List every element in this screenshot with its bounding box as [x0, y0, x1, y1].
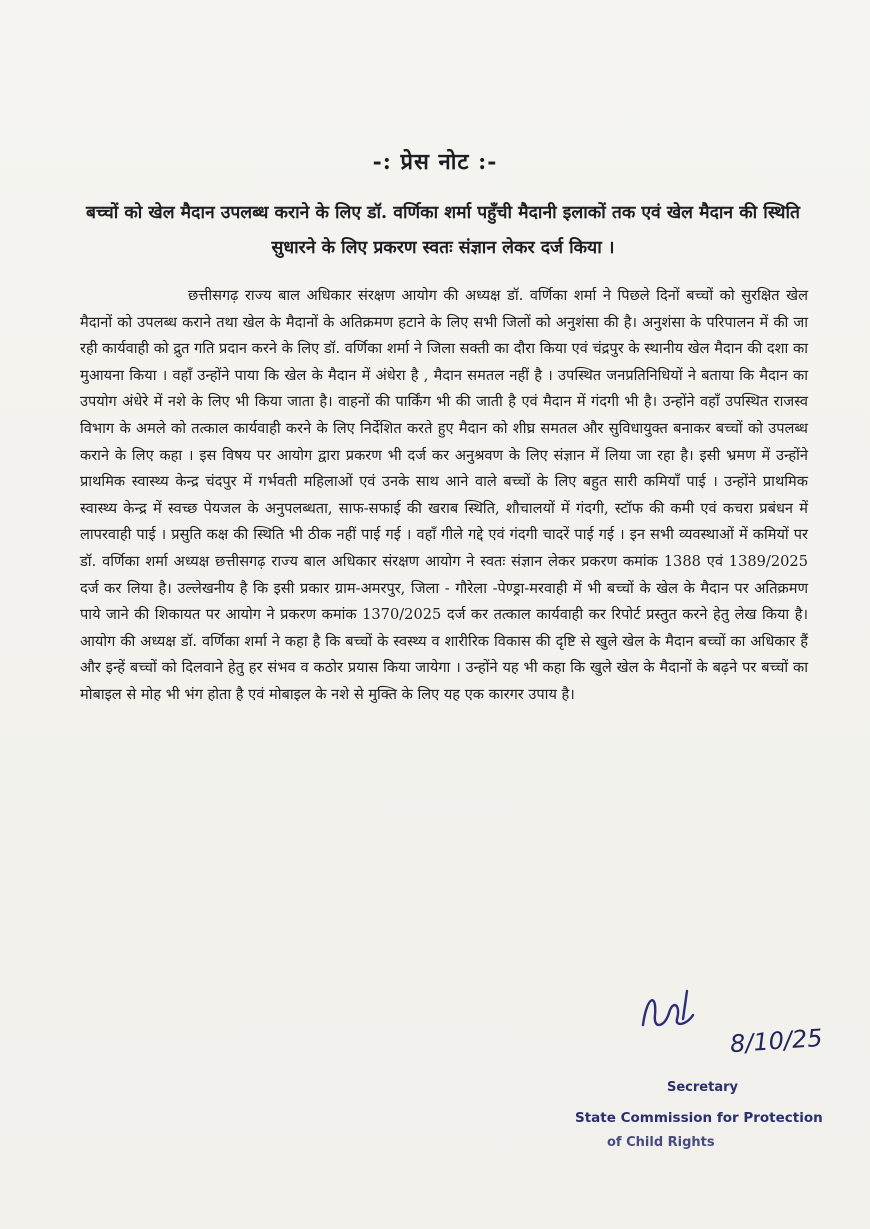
seal-child-rights: of Child Rights — [607, 1135, 715, 1150]
seal-designation: Secretary — [667, 1080, 738, 1095]
press-note-body: छत्तीसगढ़ राज्य बाल अधिकार संरक्षण आयोग की अध्यक्ष डॉ. वर्णिका शर्मा ने पिछले दिनों बच्चों को सुरक्षित खेल मैदानों को उपलब्ध कराने तथा खेल के मैदानों के अतिक्रमण हटाने के लिए सभी जिलों को अनुशंसा की है। अनुशंसा के परिपालन में की जा रही कार्यवाही को द्रुत गति प्रदान करने के लिए डॉ. वर्णिका शर्मा ने जिला सक्ती का दौरा किया एवं चंद्रपुर के स्थानीय खेल मैदान की दशा का मुआयना किया । वहाँ उन्होंने पाया कि खेल के मैदान में अंधेरा है , मैदान समतल नहीं है । उपस्थित जनप्रतिनिधियों ने बताया कि मैदान का उपयोग अंधेरे में नशे के लिए भी किया जाता है। वाहनों की पार्किंग भी की जाती है एवं मैदान में गंदगी भी है। उन्होंने वहाँ उपस्थित राजस्व विभाग के अमले को तत्काल कार्यवाही करने के लिए निर्देशित करते हुए मैदान को शीघ्र समतल और सुविधायुक्त बनाकर बच्चों को उपलब्ध कराने के लिए कहा । इस विषय पर आयोग द्वारा प्रकरण भी दर्ज कर अनुश्रवण के लिए संज्ञान में लिया जा रहा है। इसी भ्रमण में उन्होंने प्राथमिक स्वास्थ्य केन्द्र चंदपुर में गर्भवती महिलाओं एवं उनके साथ आने वाले बच्चों के लिए बहुत सारी कमियाँ पाई । उन्होंने प्राथमिक स्वास्थ्य केन्द्र में स्वच्छ पेयजल के अनुपलब्धता, साफ-सफाई की खराब स्थिति, शौचालयों में गंदगी, स्टॉफ की कमी एवं कचरा प्रबंधन में लापरवाही पाई । प्रसुति कक्ष की स्थिति भी ठीक नहीं पाई गई । वहाँ गीले गद्दे एवं गंदगी चादरें पाई गई । इन सभी व्यवस्थाओं में कमियों पर डॉ. वर्णिका शर्मा अध्यक्ष छत्तीसगढ़ राज्य बाल अधिकार संरक्षण आयोग ने स्वतः संज्ञान लेकर प्रकरण कमांक 1388 एवं 1389/2025 दर्ज कर लिया है। उल्लेखनीय है कि इसी प्रकार ग्राम-अमरपुर, जिला - गौरेला -पेण्ड्रा-मरवाही में भी बच्चों के खेल के मैदान पर अतिक्रमण पाये जाने की शिकायत पर आयोग ने प्रकरण कमांक 1370/2025 दर्ज कर तत्काल कार्यवाही कर रिपोर्ट प्रस्तुत करने हेतु लेख किया है। आयोग की अध्यक्ष डॉ. वर्णिका शर्मा ने कहा है कि बच्चों के स्वस्थ्य व शारीरिक विकास की दृष्टि से खुले खेल के मैदान बच्चों का अधिकार हैं और इन्हें बच्चों को दिलवाने हेतु हर संभव व कठोर प्रयास किया जायेगा । उन्होंने यह भी कहा कि खुले खेल के मैदानों के बढ़ने पर बच्चों का मोबाइल से मोह भी भंग होता है एवं मोबाइल के नशे से मुक्ति के लिए यह एक कारगर उपाय है। — [80, 287, 808, 703]
press-note-heading: -: प्रेस नोट :- — [372, 149, 498, 175]
seal-commission: State Commission for Protection — [575, 1110, 823, 1126]
signature-date: 8/10/25 — [729, 1023, 824, 1059]
handwritten-signature — [635, 985, 715, 1040]
press-note-subject: बच्चों को खेल मैदान उपलब्ध कराने के लिए डॉ. वर्णिका शर्मा पहुँची मैदानी इलाकों तक एवं खेल मैदान की स्थिति सुधारने के लिए प्रकरण स्वतः संज्ञान लेकर दर्ज किया । — [86, 203, 800, 258]
signature-stamp — [575, 985, 845, 1185]
